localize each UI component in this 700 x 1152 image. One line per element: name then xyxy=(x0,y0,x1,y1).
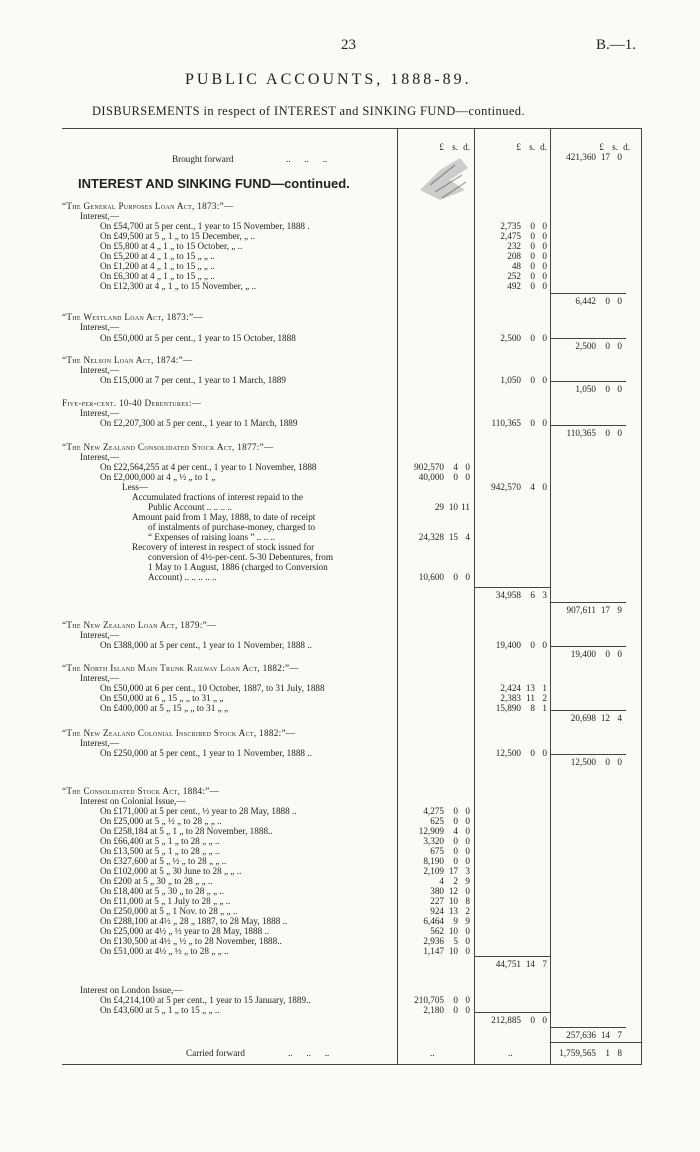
amount-c3: 20,698 12 4 xyxy=(570,713,622,723)
amount-c3: 1,050 0 0 xyxy=(575,384,622,394)
act-heading: “The Westland Loan Act, 1873:”— xyxy=(62,312,203,322)
ledger-line: On £11,000 at 5 „ 1 July to 28 „ „ .. xyxy=(100,896,231,906)
ledger-line: Interest,— xyxy=(80,630,120,640)
amount-c1: 227 10 8 xyxy=(430,896,470,906)
ledger-line: On £388,000 at 5 per cent., 1 year to 1 November, 1888 .. xyxy=(100,640,312,650)
ledger-line: On £4,214,100 at 5 per cent., 1 year to 15 January, 1889.. xyxy=(100,995,311,1005)
subtotal-rule xyxy=(474,1012,550,1013)
amount-c2: 2,475 0 0 xyxy=(500,231,547,241)
amount-c3: 19,400 0 0 xyxy=(570,649,622,659)
ledger-line: Less— xyxy=(122,482,149,492)
amount-c2: 110,365 0 0 xyxy=(491,418,547,428)
ledger-line: On £200 at 5 „ 30 „ to 28 „ „ .. xyxy=(100,876,213,886)
subtotal-rule xyxy=(550,425,626,426)
ledger-line: conversion of 4½-per-cent. 5-30 Debentures, from xyxy=(148,552,334,562)
amount-c1: 8,190 0 0 xyxy=(423,856,470,866)
table-top-rule xyxy=(62,128,642,129)
amount-c3: 110,365 0 0 xyxy=(566,428,622,438)
act-heading: “The General Purposes Loan Act, 1873:”— xyxy=(62,201,234,211)
act-heading: “The New Zealand Consolidated Stock Act, 1877:”— xyxy=(62,442,274,452)
column-heading-1: £ s. d. xyxy=(439,142,470,152)
ledger-line: of instalments of purchase-money, charged to xyxy=(148,522,316,532)
amount-c2: 208 0 0 xyxy=(507,251,547,261)
amount-c1: 40,000 0 0 xyxy=(418,472,470,482)
ledger-line: Interest,— xyxy=(80,211,120,221)
amount-c3: 257,636 14 7 xyxy=(566,1030,622,1040)
ledger-line: Interest on London Issue,— xyxy=(80,985,183,995)
amount-c2: 212,885 0 0 xyxy=(491,1015,547,1025)
amount-c2: 252 0 0 xyxy=(507,271,547,281)
ledger-line: On £13,500 at 5 „ 1 „ to 28 „ „ .. xyxy=(100,846,220,856)
page-number: 23 xyxy=(341,37,356,53)
subtotal-rule xyxy=(474,587,550,588)
subtotal-rule xyxy=(550,754,626,755)
page-reference: B.—1. xyxy=(596,37,637,53)
ledger-line: On £50,000 at 5 per cent., 1 year to 15 October, 1888 xyxy=(100,333,296,343)
brought-forward-total: 421,360 17 0 xyxy=(566,152,622,162)
ledger-line: On £54,700 at 5 per cent., 1 year to 15 November, 1888 . xyxy=(100,221,310,231)
amount-c2: 48 0 0 xyxy=(511,261,547,271)
ledger-line: On £5,800 at 4 „ 1 „ to 15 October, „ .. xyxy=(100,241,243,251)
ledger-line: On £5,200 at 4 „ 1 „ to 15 „ „ .. xyxy=(100,251,215,261)
ledger-line: On £250,000 at 5 „ 1 Nov. to 28 „ „ .. xyxy=(100,906,238,916)
amount-c1: 12,909 4 0 xyxy=(418,826,470,836)
ledger-line: On £25,000 at 5 „ ½ „ to 28 „ „ .. xyxy=(100,816,222,826)
table-bottom-rule xyxy=(62,1064,642,1065)
carried-forward-dots: .. .. .. xyxy=(288,1048,330,1058)
ledger-line: On £49,500 at 5 „ 1 „ to 15 December, „ .. xyxy=(100,231,256,241)
amount-c1: 625 0 0 xyxy=(430,816,470,826)
amount-c3: 6,442 0 0 xyxy=(575,296,622,306)
ledger-line: On £130,500 at 4½ „ ½ „ to 28 November, 1888.. xyxy=(100,936,282,946)
subtotal-rule xyxy=(550,710,626,711)
carried-forward-total: 1,759,565 1 8 xyxy=(559,1048,622,1058)
amount-c2: 2,735 0 0 xyxy=(500,221,547,231)
act-heading: “The North Island Main Trunk Railway Loan Act, 1882:”— xyxy=(62,663,299,673)
ledger-line: On £12,300 at 4 „ 1 „ to 15 November, „ .. xyxy=(100,281,257,291)
ledger-line: On £50,000 at 6 per cent., 10 October, 1887, to 31 July, 1888 xyxy=(100,683,325,693)
ledger-line: On £50,000 at 6 „ 15 „ „ to 31 „ „ xyxy=(100,693,224,703)
ledger-line: Interest on Colonial Issue,— xyxy=(80,796,186,806)
ledger-line: On £1,200 at 4 „ 1 „ to 15 „ „ .. xyxy=(100,261,215,271)
amount-c1: 562 10 0 xyxy=(430,926,470,936)
ledger-line: On £288,100 at 4½ „ 28 „ 1887, to 28 May, 1888 .. xyxy=(100,916,288,926)
amount-c1: 2,180 0 0 xyxy=(423,1005,470,1015)
column-divider-3 xyxy=(550,128,551,1064)
ledger-line: On £18,400 at 5 „ 30 „ to 28 „ „ .. xyxy=(100,886,225,896)
amount-c1: 210,705 0 0 xyxy=(414,995,470,1005)
amount-c1: 675 0 0 xyxy=(430,846,470,856)
act-heading: “The Nelson Loan Act, 1874:”— xyxy=(62,355,193,365)
amount-c1: 29 10 11 xyxy=(434,502,470,512)
table-right-edge xyxy=(641,128,642,1064)
ledger-line: Public Account .. .. .. .. xyxy=(148,502,232,512)
ledger-line: Interest,— xyxy=(80,673,120,683)
amount-c1: 2,936 5 0 xyxy=(423,936,470,946)
amount-c3: 907,611 17 9 xyxy=(566,605,622,615)
amount-c2: 12,500 0 0 xyxy=(495,748,547,758)
amount-c2: 19,400 0 0 xyxy=(495,640,547,650)
amount-c1: 24,328 15 4 xyxy=(418,532,470,542)
ledger-line: On £43,600 at 5 „ 1 „ to 15 „ „ .. xyxy=(100,1005,220,1015)
column-heading-3: £ s. d. xyxy=(599,142,630,152)
amount-c3: 12,500 0 0 xyxy=(570,757,622,767)
subtotal-rule xyxy=(550,646,626,647)
ledger-line: Interest,— xyxy=(80,365,120,375)
ledger-line: Interest,— xyxy=(80,452,120,462)
ledger-line: On £15,000 at 7 per cent., 1 year to 1 March, 1889 xyxy=(100,375,286,385)
brought-forward-label: Brought forward xyxy=(172,154,234,164)
amount-c2: 2,424 13 1 xyxy=(500,683,547,693)
ledger-line: Interest,— xyxy=(80,738,120,748)
ledger-line: Amount paid from 1 May, 1888, to date of receipt xyxy=(132,512,316,522)
amount-c2: 34,958 6 3 xyxy=(495,590,547,600)
amount-c1: 902,570 4 0 xyxy=(414,462,470,472)
amount-c1: 380 12 0 xyxy=(430,886,470,896)
ledger-line: On £25,000 at 4½ „ ½ year to 28 May, 1888 .. xyxy=(100,926,270,936)
page-title: PUBLIC ACCOUNTS, 1888-89. xyxy=(185,71,472,88)
ledger-line: On £171,000 at 5 per cent., ½ year to 28 May, 1888 .. xyxy=(100,806,297,816)
amount-c2: 232 0 0 xyxy=(507,241,547,251)
amount-c1: 3,320 0 0 xyxy=(423,836,470,846)
amount-c2: 2,500 0 0 xyxy=(500,333,547,343)
ledger-line: On £250,000 at 5 per cent., 1 year to 1 November, 1888 .. xyxy=(100,748,312,758)
subtotal-rule xyxy=(550,1027,626,1028)
ledger-line: “ Expenses of raising loans ” .. .. .. xyxy=(148,532,276,542)
amount-c1: 10,600 0 0 xyxy=(418,572,470,582)
amount-c2: 2,383 11 2 xyxy=(500,693,547,703)
ledger-line: Interest,— xyxy=(80,322,120,332)
ledger-line: On £22,564,255 at 4 per cent., 1 year to 1 November, 1888 xyxy=(100,462,317,472)
act-heading: “The New Zealand Colonial Inscribed Stock Act, 1882:”— xyxy=(62,728,296,738)
amount-c3: 2,500 0 0 xyxy=(575,341,622,351)
act-heading: “The Consolidated Stock Act, 1884:”— xyxy=(62,786,220,796)
amount-c1: 1,147 10 0 xyxy=(423,946,470,956)
amount-c1: 2,109 17 3 xyxy=(423,866,470,876)
section-title: INTEREST AND SINKING FUND—continued. xyxy=(78,176,350,191)
ink-smudge xyxy=(410,150,480,210)
subtotal-rule xyxy=(550,602,626,603)
act-heading: “The New Zealand Loan Act, 1879:”— xyxy=(62,620,217,630)
subtotal-rule xyxy=(550,293,626,294)
column-divider-2 xyxy=(474,128,475,1064)
act-heading: Five-per-cent. 10-40 Debentures:— xyxy=(62,398,202,408)
column-heading-2: £ s. d. xyxy=(516,142,547,152)
ledger-line: On £51,000 at 4½ „ ½ „ to 28 „ „ .. xyxy=(100,946,229,956)
subtotal-rule xyxy=(550,381,626,382)
amount-c1: 924 13 2 xyxy=(430,906,470,916)
page-subtitle: DISBURSEMENTS in respect of INTEREST and SINKING FUND—continued. xyxy=(92,104,525,118)
ledger-line: On £2,207,300 at 5 per cent., 1 year to 1 March, 1889 xyxy=(100,418,298,428)
carried-forward-rule xyxy=(550,1042,641,1043)
amount-c2: 492 0 0 xyxy=(507,281,547,291)
ledger-line: On £258,184 at 5 „ 1 „ to 28 November, 1888.. xyxy=(100,826,273,836)
ledger-line: On £327,600 at 5 „ ½ „ to 28 „ „ .. xyxy=(100,856,227,866)
subtotal-rule xyxy=(550,338,626,339)
ledger-line: On £102,000 at 5 „ 30 June to 28 „ „ .. xyxy=(100,866,242,876)
ledger-line: Recovery of interest in respect of stock issued for xyxy=(132,542,315,552)
amount-c2: 942,570 4 0 xyxy=(491,482,547,492)
ledger-line: On £66,400 at 5 „ 1 „ to 28 „ „ .. xyxy=(100,836,220,846)
carried-forward-col1-dots: .. xyxy=(430,1048,435,1058)
ledger-line: On £6,300 at 4 „ 1 „ to 15 „ „ .. xyxy=(100,271,215,281)
ledger-line: On £400,000 at 5 „ 15 „ „ to 31 „ „ xyxy=(100,703,229,713)
amount-c2: 15,890 8 1 xyxy=(495,703,547,713)
ledger-line: 1 May to 1 August, 1886 (charged to Conversion xyxy=(148,562,328,572)
amount-c1: 4,275 0 0 xyxy=(423,806,470,816)
ledger-line: Interest,— xyxy=(80,408,120,418)
ledger-line: Account) .. .. .. .. .. xyxy=(148,572,217,582)
carried-forward-col2-dots: .. xyxy=(508,1048,513,1058)
brought-forward-dots: .. .. .. xyxy=(286,154,328,164)
carried-forward-label: Carried forward xyxy=(186,1048,245,1058)
subtotal-rule xyxy=(474,956,550,957)
amount-c1: 6,464 9 9 xyxy=(423,916,470,926)
amount-c1: 4 2 9 xyxy=(439,876,470,886)
ledger-line: Accumulated fractions of interest repaid to the xyxy=(132,492,303,502)
column-divider-1 xyxy=(397,128,398,1064)
amount-c2: 44,751 14 7 xyxy=(495,959,547,969)
amount-c2: 1,050 0 0 xyxy=(500,375,547,385)
ledger-line: On £2,000,000 at 4 „ ½ „ to 1 „ xyxy=(100,472,216,482)
